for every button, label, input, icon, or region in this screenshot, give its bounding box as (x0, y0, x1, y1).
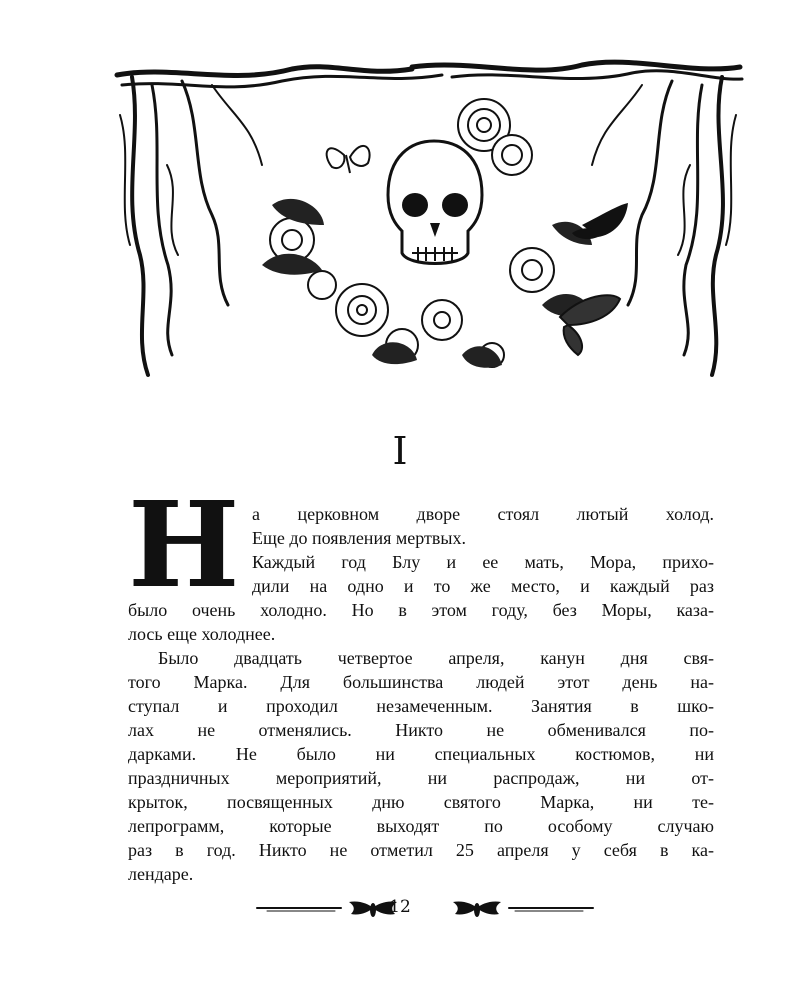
text-line: дили на одно и то же место, и каждый раз (252, 576, 714, 596)
text-line: раз в год. Никто не отметил 25 апреля у себя в ка- (128, 840, 714, 860)
text-line: праздничных мероприятий, ни распродаж, ни от- (128, 768, 714, 788)
drop-cap-letter: Н (128, 475, 238, 614)
text-line: Было двадцать четвертое апреля, канун дня свя- (158, 648, 714, 668)
text-line: дарками. Не было ни специальных костюмов, ни (128, 744, 714, 764)
text-line: лепрограмм, которые выходят по особому случаю (128, 816, 714, 836)
skull-flowers-illustration (112, 55, 744, 395)
text-line: лось еще холоднее. (128, 624, 276, 644)
page-number: 12 (389, 897, 411, 917)
text-line: крыток, посвященных дню святого Марка, ни те- (128, 792, 714, 812)
chapter-number: I (392, 429, 408, 473)
text-line: лах не отменялись. Никто не обменивался по- (128, 720, 714, 740)
text-line: лендаре. (128, 864, 194, 884)
text-line: ступал и проходил незамеченным. Занятия в шко- (128, 696, 714, 716)
text-line: Еще до появления мертвых. (252, 528, 466, 548)
text-line: а церковном дворе стоял лютый холод. (252, 504, 714, 524)
text-line: того Марка. Для большинства людей этот день на- (128, 672, 714, 692)
text-line: было очень холодно. Но в этом году, без Моры, каза- (128, 600, 714, 620)
text-line: Каждый год Блу и ее мать, Мора, прихо- (252, 552, 714, 572)
